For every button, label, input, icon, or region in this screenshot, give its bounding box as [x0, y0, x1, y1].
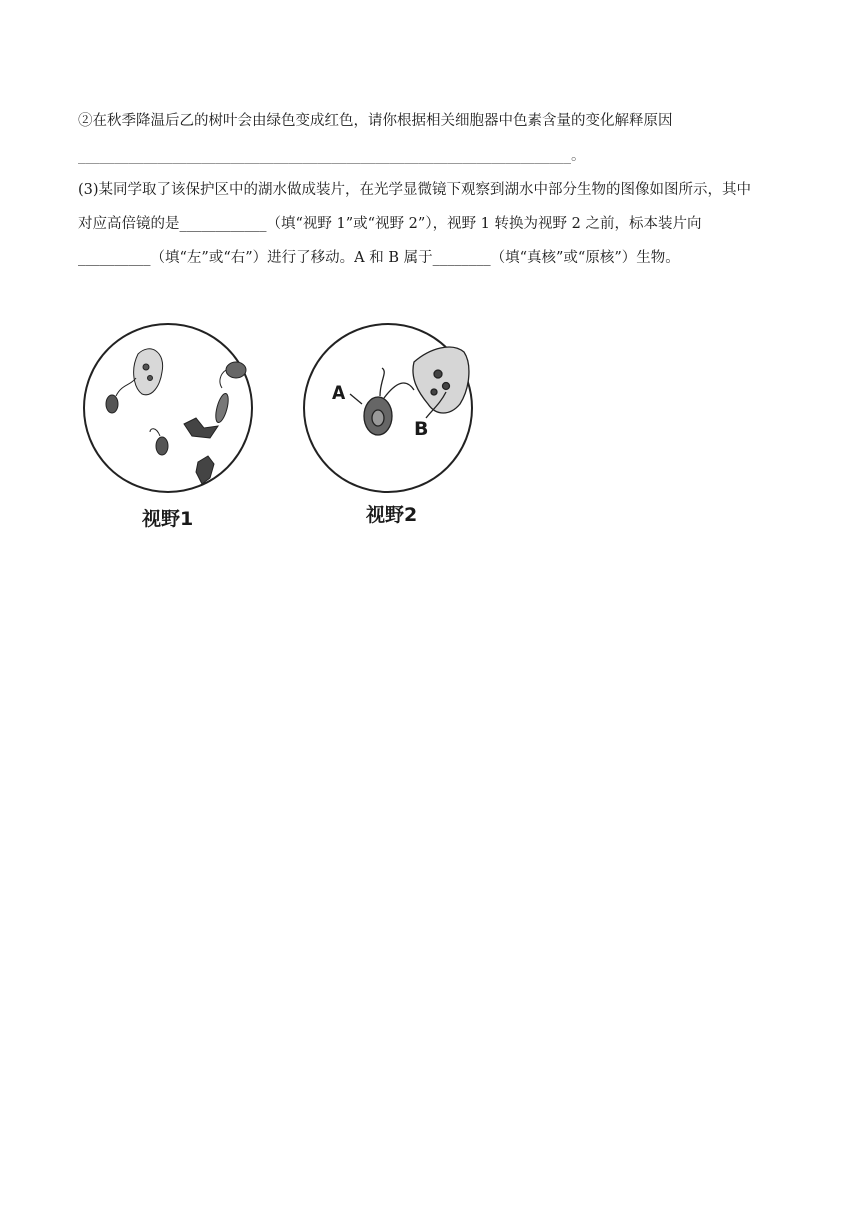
- microscope-fields-illustration: [80, 312, 500, 532]
- question-line-4: 对应高倍镜的是____________（填“视野 1”或“视野 2”），视野 1 转换为视野 2 之前，标本装片向: [78, 216, 702, 232]
- microscope-figure: [80, 312, 500, 532]
- answer-blank-line: ____________________________________________________________________。: [78, 148, 586, 164]
- field-1-organisms: [106, 349, 246, 484]
- marker-b: B: [414, 418, 429, 440]
- question-line-5: __________（填“左”或“右”）进行了移动。A 和 B 属于________（填“真核”或“原核”）生物。: [78, 250, 680, 266]
- field-2-caption: 视野2: [366, 504, 418, 526]
- marker-a: A: [332, 382, 346, 404]
- field-2-organisms: [350, 347, 469, 435]
- question-line-3: (3)某同学取了该保护区中的湖水做成装片，在光学显微镜下观察到湖水中部分生物的图像如图所示，其中: [78, 182, 752, 198]
- question-line-1: ②在秋季降温后乙的树叶会由绿色变成红色，请你根据相关细胞器中色素含量的变化解释原因: [78, 113, 673, 129]
- field-1-caption: 视野1: [142, 508, 194, 530]
